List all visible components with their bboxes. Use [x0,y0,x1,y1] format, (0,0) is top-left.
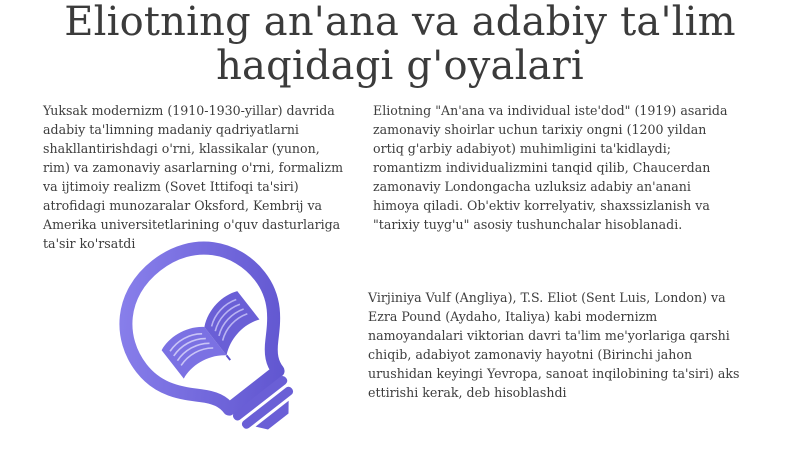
paragraph-modernist-figures: Virjiniya Vulf (Angliya), T.S. Eliot (Sent Luis, London) va Ezra Pound (Aydaho, Italiya) kabi modernizm namoyandalari viktorian davri ta'lim me'yorlariga qarshi chiqib, adabiyot zamonaviy hayotni (Birinchi jahon urushidan keyingi Yevropa, sanoat inqilobining ta'siri) aks ettirishi kerak, deb hisoblashdi [368,290,740,400]
slide-title [0,0,800,88]
paragraph-tradition-essay: Eliotning "An'ana va individual iste'dod" (1919) asarida zamonaviy shoirlar uchun tarixiy ongni (1200 yildan ortiq g'arbiy adabiyot) muhimligini ta'kidlaydi; romantizm individualizmini tanqid qilib, Chaucerdan zamonaviy Londongacha uzluksiz adabiy an'anani himoya qiladi. Ob'ektiv korrelyativ, shaxssizlanish va "tarixiy tuyg'u" asosiy tushunchalar hisoblanadi. [373,103,728,232]
title-line-1: Eliotning an'ana va adabiy ta'lim [64,0,736,45]
paragraph-high-modernism: Yuksak modernizm (1910-1930-yillar) davrida adabiy ta'limning madaniy qadriyatlarni shakllantirishdagi o'rni, klassikalar (yunon, rim) va zamonaviy asarlarning o'rni, formalizm va ijtimoiy realizm (Sovet Ittifoqi ta'siri) atrofidagi munozaralar Oksford, Kembrij va Amerika universitetlarining o'quv dasturlariga ta'sir ko'rsatdi [43,103,344,251]
lightbulb-book-icon [118,238,308,443]
title-line-2: haqidagi g'oyalari [216,43,584,89]
